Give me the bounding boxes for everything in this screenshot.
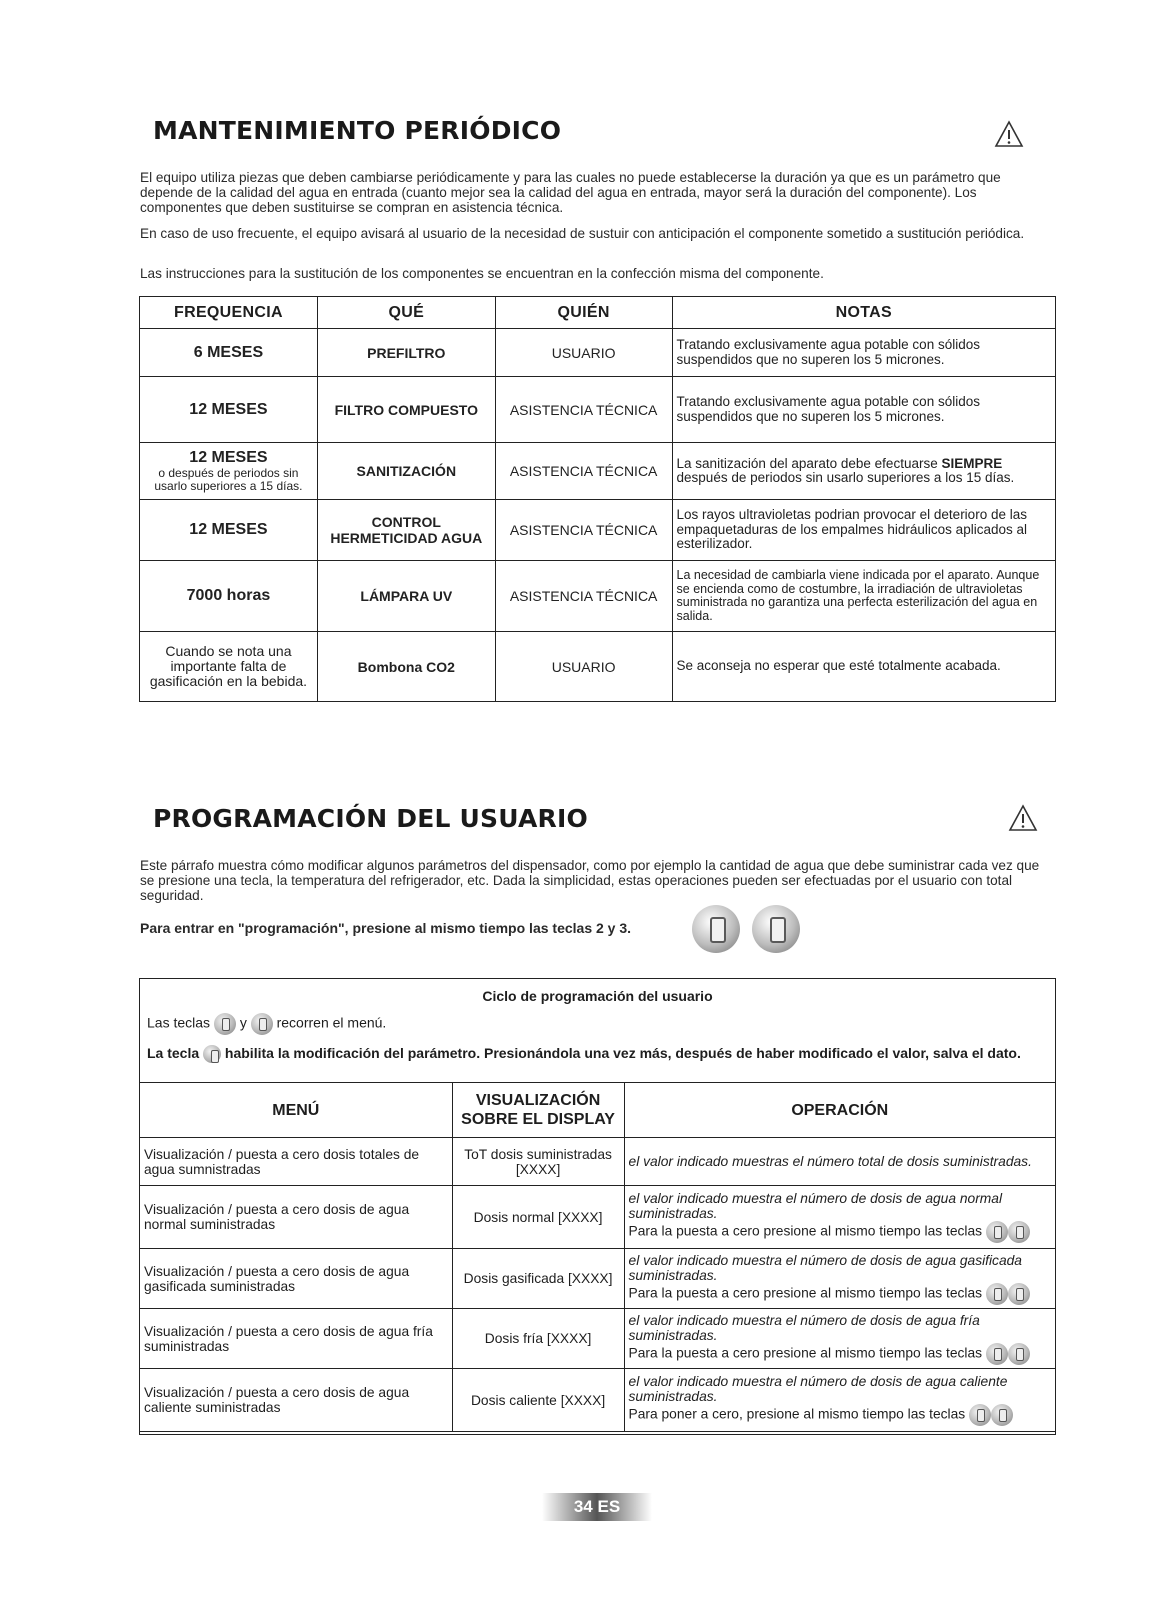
note-text: Las teclas xyxy=(147,1014,211,1031)
operation-reset: Para poner a cero, presione al mismo tiempo las teclas xyxy=(628,1406,966,1422)
cell-frequency: Cuando se nota una importante falta de gasificación en la bebida. xyxy=(140,632,318,702)
operation-desc: el valor indicado muestra el número de dosis de agua normal suministradas. xyxy=(628,1191,1003,1221)
note-text: recorren el menú. xyxy=(276,1014,387,1031)
cell-operation xyxy=(624,1249,1055,1309)
table-row xyxy=(140,632,1056,702)
maintenance-frequent-use: En caso de uso frecuente, el equipo avisará al usuario de la necesidad de sustuir con anticipación el componente sometido a sustitución periódica. xyxy=(140,226,1025,241)
notes-emphasis: SIEMPRE xyxy=(941,455,1003,471)
key-icon xyxy=(1008,1343,1030,1365)
key-icon xyxy=(251,1013,273,1035)
key-3-icon xyxy=(752,905,800,953)
table-row xyxy=(140,443,1056,500)
table-row xyxy=(140,500,1056,561)
table-row xyxy=(140,1186,1056,1249)
page-number: 34 ES xyxy=(542,1493,652,1521)
note-text: La tecla xyxy=(147,1045,200,1061)
note-text: y xyxy=(239,1014,247,1031)
key-icon xyxy=(1008,1283,1030,1305)
cell-display: Dosis caliente [XXXX] xyxy=(452,1369,624,1432)
cell-operation: el valor indicado muestras el número total de dosis suministradas. xyxy=(624,1138,1055,1186)
table-row xyxy=(140,1249,1056,1309)
key-icon xyxy=(1008,1221,1030,1243)
programming-cycle-title: Ciclo de programación del usuario xyxy=(482,988,713,1004)
key-icon xyxy=(203,1045,221,1063)
table-row xyxy=(140,1309,1056,1369)
note-text: habilita la modificación del parámetro. Presionándola una vez más, después de haber modificado el valor, salva el dato. xyxy=(224,1045,1021,1061)
maintenance-instructions: Las instrucciones para la sustitución de los componentes se encuentran en la confección misma del componente. xyxy=(140,266,824,281)
cell-who: USUARIO xyxy=(495,329,672,377)
cell-who: ASISTENCIA TÉCNICA xyxy=(495,443,672,500)
cell-what: PREFILTRO xyxy=(317,329,495,377)
cell-display: Dosis gasificada [XXXX] xyxy=(452,1249,624,1309)
cell-notes xyxy=(672,443,1055,500)
cell-operation xyxy=(624,1369,1055,1432)
col-header-notas: NOTAS xyxy=(672,297,1055,329)
cell-display: Dosis fría [XXXX] xyxy=(452,1309,624,1369)
col-header-que: QUÉ xyxy=(317,297,495,329)
operation-reset: Para la puesta a cero presione al mismo tiempo las teclas xyxy=(628,1345,983,1361)
edit-key-note xyxy=(147,1045,1047,1063)
operation-desc: el valor indicado muestra el número de dosis de agua gasificada suministradas. xyxy=(628,1252,1022,1283)
operation-desc: el valor indicado muestra el número de dosis de agua caliente suministradas. xyxy=(628,1374,1008,1404)
cell-notes: Tratando exclusivamente agua potable con sólidos suspendidos que no superen los 5 micrones. xyxy=(672,329,1055,377)
cell-menu: Visualización / puesta a cero dosis de agua caliente suministradas xyxy=(140,1369,453,1432)
section-title-maintenance: MANTENIMIENTO PERIÓDICO xyxy=(153,116,562,145)
notes-text: La sanitización del aparato debe efectuarse xyxy=(676,455,942,471)
cell-menu: Visualización / puesta a cero dosis totales de agua sumnistradas xyxy=(140,1138,453,1186)
programming-enter-instruction: Para entrar en "programación", presione al mismo tiempo las teclas 2 y 3. xyxy=(140,920,632,936)
cell-operation xyxy=(624,1309,1055,1369)
cell-who: ASISTENCIA TÉCNICA xyxy=(495,500,672,561)
cell-what: FILTRO COMPUESTO xyxy=(317,377,495,443)
cell-display: Dosis normal [XXXX] xyxy=(452,1186,624,1249)
notes-text: después de periodos sin usarlo superiores a los 15 días. xyxy=(676,470,1015,485)
cell-frequency: 12 MESES xyxy=(140,377,318,443)
table-row xyxy=(140,561,1056,632)
cell-display: ToT dosis suministradas [XXXX] xyxy=(452,1138,624,1186)
section-title-programming: PROGRAMACIÓN DEL USUARIO xyxy=(153,804,588,833)
key-2-icon xyxy=(692,905,740,953)
cell-who: ASISTENCIA TÉCNICA xyxy=(495,561,672,632)
cell-notes: Tratando exclusivamente agua potable con sólidos suspendidos que no superen los 5 micrones. xyxy=(672,377,1055,443)
col-header-quien: QUIÉN xyxy=(495,297,672,329)
frequency-note: o después de periodos sin usarlo superiores a 15 días. xyxy=(154,466,303,493)
table-row xyxy=(140,1138,1056,1186)
warning-icon xyxy=(994,120,1024,148)
key-icon xyxy=(969,1404,991,1426)
cell-what: SANITIZACIÓN xyxy=(317,443,495,500)
table-row xyxy=(140,329,1056,377)
cell-what: LÁMPARA UV xyxy=(317,561,495,632)
cell-operation xyxy=(624,1186,1055,1249)
operation-reset: Para la puesta a cero presione al mismo tiempo las teclas xyxy=(628,1285,983,1301)
table-row xyxy=(140,1369,1056,1432)
col-header-frequencia: FREQUENCIA xyxy=(140,297,318,329)
cell-frequency xyxy=(140,443,318,500)
cell-menu: Visualización / puesta a cero dosis de agua normal suministradas xyxy=(140,1186,453,1249)
cell-notes: Los rayos ultravioletas podrian provocar el deterioro de las empaquetaduras de los empalmes hidráulicos aplicados al esterilizador. xyxy=(672,500,1055,561)
cell-notes: Se aconseja no esperar que esté totalmente acabada. xyxy=(672,632,1055,702)
maintenance-table xyxy=(139,296,1056,702)
key-icon xyxy=(214,1013,236,1035)
frequency-value: 12 MESES xyxy=(189,449,268,466)
cell-frequency: 7000 horas xyxy=(140,561,318,632)
cell-who: USUARIO xyxy=(495,632,672,702)
programming-table xyxy=(139,1082,1056,1432)
cell-menu: Visualización / puesta a cero dosis de agua fría suministradas xyxy=(140,1309,453,1369)
cell-what: CONTROL HERMETICIDAD AGUA xyxy=(317,500,495,561)
programming-intro: Este párrafo muestra cómo modificar algunos parámetros del dispensador, como por ejemplo la cantidad de agua que debe suministrar cada vez que se presione una tecla, la temperatura del refrigerador, etc. Dada la simplicidad, estas operaciones pueden ser efectuadas por el usuario con total seguridad. xyxy=(140,858,1040,903)
menu-navigation-note xyxy=(147,1013,386,1035)
cell-menu: Visualización / puesta a cero dosis de agua gasificada suministradas xyxy=(140,1249,453,1309)
key-icon xyxy=(986,1343,1008,1365)
table-row xyxy=(140,377,1056,443)
col-header-operation: OPERACIÓN xyxy=(624,1083,1055,1138)
cell-what: Bombona CO2 xyxy=(317,632,495,702)
maintenance-intro: El equipo utiliza piezas que deben cambiarse periódicamente y para las cuales no puede establecerse la duración ya que es un parámetro que depende de la calidad del agua en entrada (cuanto mejor sea la calidad del agua en entrada, mayor será la duración del componente). Los componentes que deben sustituirse se compran en asistencia técnica. xyxy=(140,170,1001,215)
cell-notes: La necesidad de cambiarla viene indicada por el aparato. Aunque se encienda como de costumbre, la irradiación de ultravioletas suministrada no garantiza una perfecta esterilización del agua en salida. xyxy=(672,561,1055,632)
key-icon xyxy=(991,1404,1013,1426)
col-header-menu: MENÚ xyxy=(140,1083,453,1138)
operation-reset: Para la puesta a cero presione al mismo tiempo las teclas xyxy=(628,1223,983,1239)
cell-who: ASISTENCIA TÉCNICA xyxy=(495,377,672,443)
cell-frequency: 6 MESES xyxy=(140,329,318,377)
key-icon xyxy=(986,1283,1008,1305)
warning-icon xyxy=(1008,804,1038,832)
cell-frequency: 12 MESES xyxy=(140,500,318,561)
operation-desc: el valor indicado muestra el número de dosis de agua fría suministradas. xyxy=(628,1312,980,1343)
key-icon xyxy=(986,1221,1008,1243)
col-header-display: VISUALIZACIÓN SOBRE EL DISPLAY xyxy=(452,1083,624,1138)
